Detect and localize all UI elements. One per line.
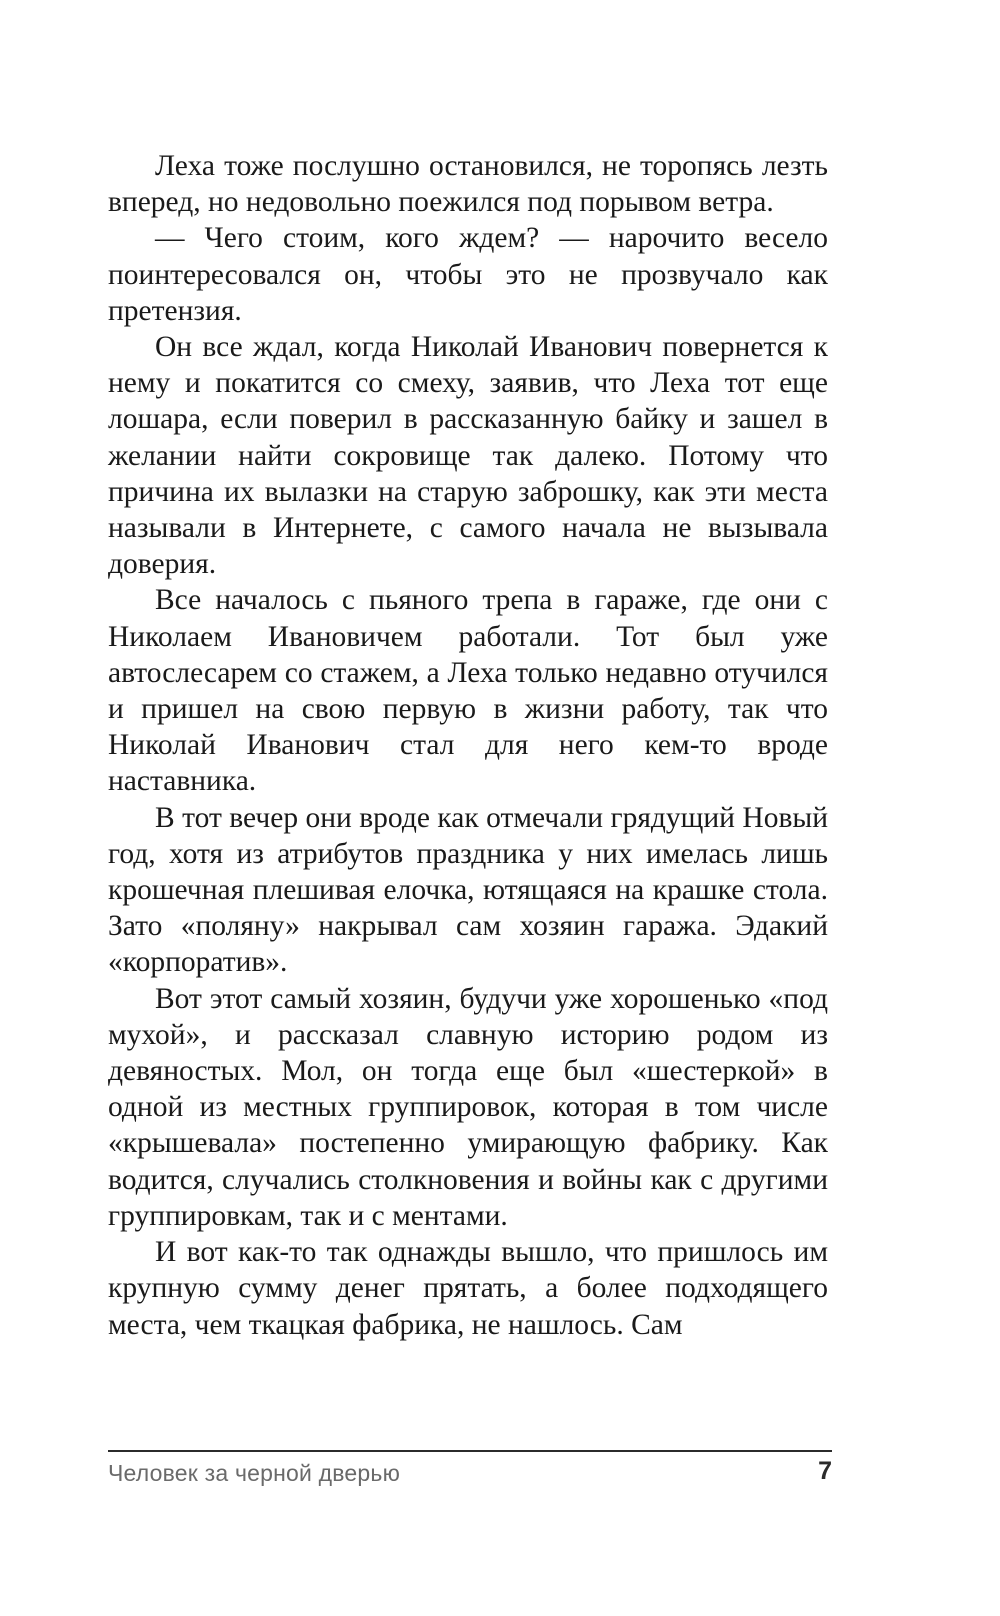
paragraph: Леха тоже послушно остановился, не торопясь лезть вперед, но недовольно поежился под порывом ветра. (108, 150, 828, 219)
page-number: 7 (818, 1457, 832, 1485)
running-footer-title: Человек за черной дверью (108, 1460, 401, 1486)
paragraph: Все началось с пьяного трепа в гараже, где они с Николаем Ивановичем работали. Тот был уже автослесарем со стажем, а Леха только недавно отучился и пришел на свою первую в жизни работу, так что Николай Иванович стал для него кем-то вроде наставника. (108, 584, 828, 798)
paragraph: В тот вечер они вроде как отмечали грядущий Новый год, хотя из атрибутов праздника у них имелась лишь крошечная плешивая елочка, ютящаяся на крашке стола. Зато «поляну» накрывал сам хозяин гаража. Эдакий «корпоратив». (108, 801, 828, 979)
paragraph: — Чего стоим, кого ждем? — нарочито весело поинтересовался он, чтобы это не прозвучало как претензия. (108, 222, 828, 327)
paragraph: И вот как-то так однажды вышло, что пришлось им крупную сумму денег прятать, а более подходящего места, чем ткацкая фабрика, не нашлось. Сам (108, 1236, 828, 1341)
paragraph: Вот этот самый хозяин, будучи уже хорошенько «под мухой», и рассказал славную историю родом из девяностых. Мол, он тогда еще был «шестеркой» в одной из местных группировок, которая в том числе «крышевала» постепенно умирающую фабрику. Как водится, случались столкновения и войны как с другими группировкам, так и с ментами. (108, 982, 828, 1232)
paragraph: Он все ждал, когда Николай Иванович повернется к нему и покатится со смеху, заявив, что Леха тот еще лошара, если поверил в рассказанную байку и зашел в желании найти сокровище так далеко. Потому что причина их вылазки на старую заброшку, как эти места называли в Интернете, с самого начала не вызывала доверия. (108, 331, 828, 581)
footer-divider (108, 1450, 832, 1452)
body-text (108, 148, 828, 1343)
